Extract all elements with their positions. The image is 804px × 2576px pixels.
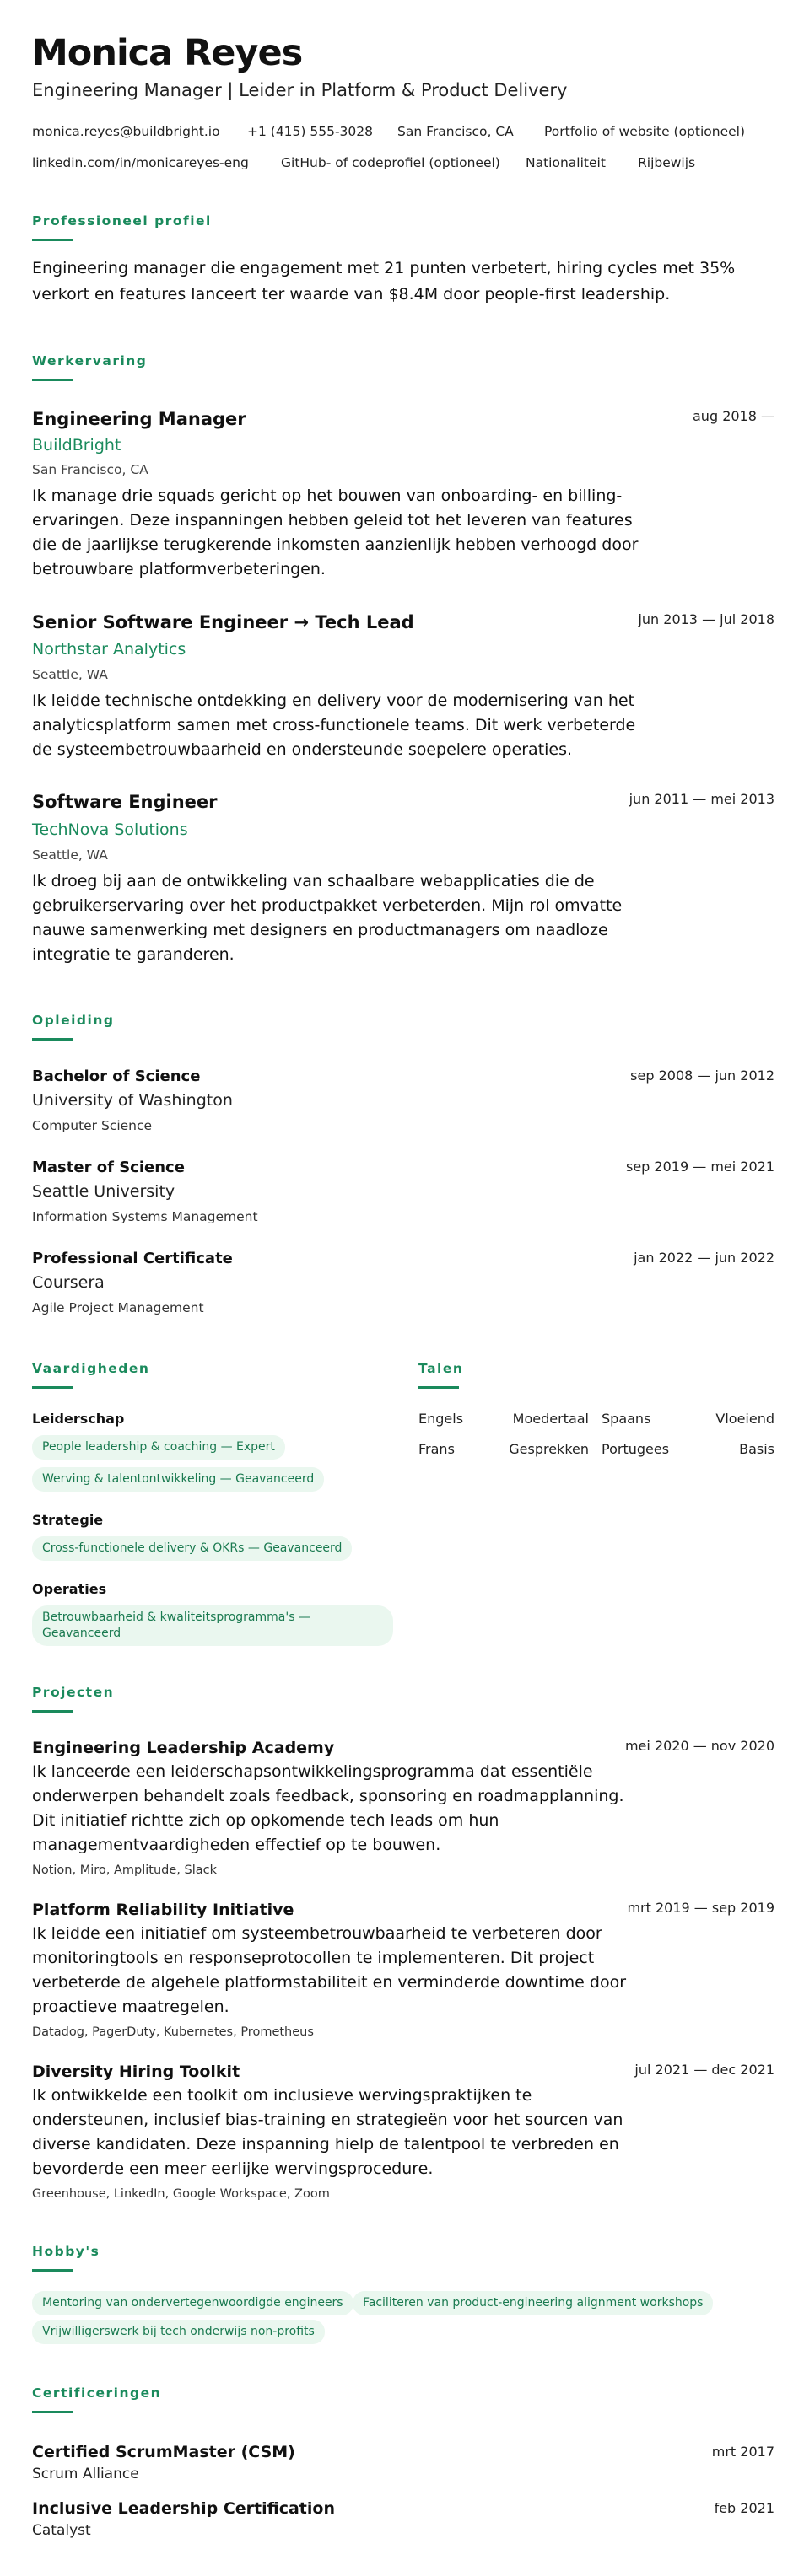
education-school: Seattle University (32, 1182, 175, 1201)
language-level: Moedertaal (512, 1411, 589, 1427)
section-title-profile: Professioneel profiel (32, 213, 212, 229)
job-company: TechNova Solutions (32, 820, 188, 839)
contact-linkedin[interactable]: linkedin.com/in/monicareyes-eng (32, 155, 249, 170)
job-location: Seattle, WA (32, 847, 108, 863)
section-title-certifications: Certificeringen (32, 2385, 162, 2401)
education-degree: Professional Certificate (32, 1250, 233, 1267)
job-company: Northstar Analytics (32, 640, 186, 659)
language-level: Vloeiend (715, 1411, 774, 1427)
certification-issuer: Scrum Alliance (32, 2466, 139, 2482)
language-name: Spaans (602, 1411, 651, 1427)
job-dates: jun 2011 — mei 2013 (629, 791, 774, 807)
hobby-tag: Faciliteren van product-engineering alignment workshops (353, 2291, 713, 2315)
project-name: Diversity Hiring Toolkit (32, 2062, 240, 2081)
language-name: Engels (418, 1411, 464, 1427)
contact-nationality: Nationaliteit (526, 155, 606, 170)
skill-tag: Cross-functionele delivery & OKRs — Geavanceerd (32, 1536, 352, 1561)
section-title-skills: Vaardigheden (32, 1361, 150, 1376)
education-dates: sep 2019 — mei 2021 (626, 1159, 774, 1175)
education-school: University of Washington (32, 1091, 233, 1110)
project-dates: mei 2020 — nov 2020 (624, 1738, 774, 1754)
project-dates: mrt 2019 — sep 2019 (627, 1900, 774, 1916)
education-field: Information Systems Management (32, 1209, 258, 1224)
project-tech: Greenhouse, LinkedIn, Google Workspace, Zoom (32, 2187, 330, 2201)
certification-name: Certified ScrumMaster (CSM) (32, 2443, 295, 2461)
skill-category: Strategie (32, 1512, 104, 1528)
education-degree: Master of Science (32, 1159, 185, 1176)
section-divider (32, 2269, 73, 2272)
project-dates: jul 2021 — dec 2021 (634, 2062, 774, 2078)
contact-github[interactable]: GitHub- of codeprofiel (optioneel) (281, 155, 500, 170)
job-description: Ik leidde technische ontdekking en delivery voor de modernisering van het analyticsplatform samen met cross-functionele teams. Dit werk verbeterde de systeembetrouwbaarheid en ondersteunde soepelere operaties. (32, 691, 636, 759)
contact-email[interactable]: monica.reyes@buildbright.io (32, 124, 220, 139)
project-name: Engineering Leadership Academy (32, 1739, 335, 1757)
education-field: Computer Science (32, 1118, 153, 1133)
project-tech: Datadog, PagerDuty, Kubernetes, Prometheus (32, 2025, 314, 2039)
section-title-hobbies: Hobby's (32, 2244, 100, 2259)
language-level: Gesprekken (509, 1441, 589, 1457)
certification-date: feb 2021 (714, 2500, 774, 2516)
project-description: Ik lanceerde een leiderschapsontwikkelingsprogramma dat essentiële onderwerpen behandelt zoals feedback, sponsoring en roadmapplanning. Dit initiatief richtte zich op opkomende tech leads om hun managementvaardigheden effectief op te bouwen. (32, 1762, 624, 1854)
education-dates: sep 2008 — jun 2012 (630, 1068, 774, 1084)
headline: Engineering Manager | Leider in Platform & Product Delivery (32, 80, 568, 100)
skill-tag: People leadership & coaching — Expert (32, 1435, 285, 1460)
job-dates: aug 2018 — (693, 408, 774, 424)
language-name: Frans (418, 1441, 455, 1457)
project-description: Ik ontwikkelde een toolkit om inclusieve wervingspraktijken te ondersteunen, inclusief bias-training en strategieën voor het sourcen van diverse kandidaten. Deze inspanning hielp de talentpool te verbreden en bevorderde een meer eerlijke wervingsprocedure. (32, 2086, 623, 2178)
profile-summary: Engineering manager die engagement met 21 punten verbetert, hiring cycles met 35% verkort en features lanceert ter waarde van $8.4M door people-first leadership. (32, 259, 736, 304)
section-divider (32, 2411, 73, 2413)
skill-category: Operaties (32, 1581, 107, 1597)
section-divider (418, 1386, 459, 1389)
section-divider (32, 239, 73, 241)
job-dates: jun 2013 — jul 2018 (638, 611, 774, 627)
contact-phone[interactable]: +1 (415) 555-3028 (247, 124, 374, 139)
job-title: Senior Software Engineer → Tech Lead (32, 612, 414, 632)
contact-license: Rijbewijs (638, 155, 696, 170)
education-degree: Bachelor of Science (32, 1068, 201, 1085)
section-title-languages: Talen (418, 1361, 464, 1376)
section-divider (32, 1386, 73, 1389)
job-description: Ik manage drie squads gericht op het bouwen van onboarding- en billing-ervaringen. Deze inspanningen hebben geleid tot het leveren van features die de jaarlijkse terugkerende inkomsten aanzienlijk hebben verhoogd door betrouwbare platformverbeteringen. (32, 487, 639, 578)
project-description: Ik leidde een initiatief om systeembetrouwbaarheid te verbeteren door monitoringtools en responseprotocollen te implementeren. Dit project verbeterde de algehele platformstabiliteit en verminderde downtime door proactieve maatregelen. (32, 1924, 627, 2016)
job-location: Seattle, WA (32, 667, 108, 682)
section-title-experience: Werkervaring (32, 353, 148, 368)
section-divider (32, 379, 73, 381)
section-divider (32, 1710, 73, 1713)
candidate-name: Monica Reyes (32, 32, 303, 74)
skill-category: Leiderschap (32, 1411, 125, 1427)
job-location: San Francisco, CA (32, 462, 148, 477)
contact-portfolio[interactable]: Portfolio of website (optioneel) (544, 124, 746, 139)
certification-name: Inclusive Leadership Certification (32, 2499, 335, 2518)
project-name: Platform Reliability Initiative (32, 1901, 294, 1919)
job-company: BuildBright (32, 436, 121, 454)
job-description: Ik droeg bij aan de ontwikkeling van schaalbare webapplicaties die de gebruikerservaring over het productpakket verbeterden. Mijn rol omvatte nauwe samenwerking met designers en productmanagers om naadloze integratie te garanderen. (32, 872, 623, 964)
language-name: Portugees (602, 1441, 670, 1457)
skill-tag: Werving & talentontwikkeling — Geavanceerd (32, 1467, 324, 1492)
contact-location: San Francisco, CA (397, 124, 514, 139)
job-title: Engineering Manager (32, 409, 246, 429)
skill-tag: Betrouwbaarheid & kwaliteitsprogramma's — Geavanceerd (32, 1605, 393, 1646)
section-title-projects: Projecten (32, 1685, 115, 1700)
project-tech: Notion, Miro, Amplitude, Slack (32, 1863, 217, 1877)
education-school: Coursera (32, 1273, 105, 1292)
section-title-education: Opleiding (32, 1013, 115, 1028)
education-dates: jan 2022 — jun 2022 (634, 1250, 774, 1266)
hobby-tag: Vrijwilligerswerk bij tech onderwijs non-profits (32, 2320, 325, 2344)
hobby-tag: Mentoring van ondervertegenwoordigde engineers (32, 2291, 353, 2315)
section-divider (32, 1038, 73, 1041)
job-title: Software Engineer (32, 792, 218, 812)
certification-issuer: Catalyst (32, 2522, 91, 2539)
certification-date: mrt 2017 (711, 2444, 774, 2460)
language-level: Basis (739, 1441, 774, 1457)
education-field: Agile Project Management (32, 1300, 204, 1315)
